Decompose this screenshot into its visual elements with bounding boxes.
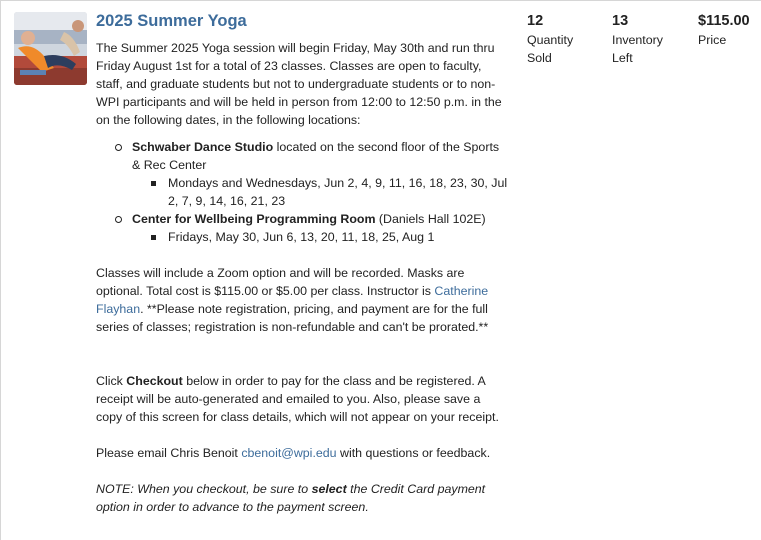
inventory-left-value: 13 (612, 13, 629, 29)
location-name: Center for Wellbeing Programming Room (132, 212, 376, 226)
note-text-start: NOTE: When you checkout, be sure to (96, 482, 312, 496)
checkout-paragraph (96, 372, 508, 426)
location-name: Schwaber Dance Studio (132, 140, 274, 154)
checkout-text-start: Click (96, 374, 127, 388)
product-details (96, 10, 508, 516)
checkout-text-end: below in order to pay for the class and be registered. A receipt will be auto-generated and emailed to you. Also, please save a copy of this screen for class details, which will not appear on your receipt. (96, 374, 499, 424)
dates-list (148, 174, 508, 210)
contact-text: Please email Chris Benoit (96, 446, 242, 460)
contact-paragraph (96, 444, 508, 462)
location-detail: (Daniels Hall 102E) (375, 212, 486, 226)
email-link[interactable]: cbenoit@wpi.edu (241, 446, 337, 460)
checkout-bold: Checkout (126, 374, 183, 388)
dates-item: Mondays and Wednesdays, Jun 2, 4, 9, 11, 16, 18, 23, 30, Jul 2, 7, 9, 14, 16, 21, 23 (148, 174, 508, 210)
inventory-left-stat (612, 11, 672, 67)
instructor-link[interactable]: Catherine Flayhan (96, 284, 489, 316)
price-label: Price (698, 33, 727, 47)
dates-list (148, 228, 508, 246)
note-bold: select (311, 482, 347, 496)
cost-note-text: . **Please note registration, pricing, and payment are for the full series of classes; registration is non-refundable and can't be prorated.** (96, 302, 489, 334)
yoga-photo-image (14, 12, 87, 85)
quantity-sold-label: Quantity Sold (527, 33, 574, 65)
location-item (112, 210, 508, 246)
locations-list (112, 138, 508, 246)
dates-item: Fridays, May 30, Jun 6, 13, 20, 11, 18, 25, Aug 1 (148, 228, 508, 246)
product-title-link[interactable]: 2025 Summer Yoga (96, 12, 247, 30)
price-value: $115.00 (698, 13, 750, 29)
quantity-sold-value: 12 (527, 13, 544, 29)
quantity-sold-stat (527, 11, 587, 67)
note-text-end: the Credit Card payment option in order to advance to the payment screen. (96, 482, 486, 514)
cost-paragraph (96, 264, 508, 336)
price-stat (698, 11, 758, 49)
location-item (112, 138, 508, 210)
inventory-left-label: Inventory Left (612, 33, 663, 65)
payment-note (96, 480, 508, 516)
contact-text-end: with questions or feedback. (336, 446, 491, 460)
intro-paragraph: The Summer 2025 Yoga session will begin Friday, May 30th and run thru Friday August 1st for a total of 23 classes. Classes are open to faculty, staff, and graduate students but not to undergraduate students or to non-WPI participants and will be held in person from 12:00 to 12:50 p.m. in the on the following dates, in the following locations: (96, 41, 502, 127)
cost-text: Classes will include a Zoom option and will be recorded. Masks are optional. Total cost is $115.00 or $5.00 per class. Instructor is (96, 266, 465, 298)
yoga-class-photo[interactable] (14, 12, 87, 85)
location-detail: located on the second floor of the Sports & Rec Center (132, 140, 500, 172)
